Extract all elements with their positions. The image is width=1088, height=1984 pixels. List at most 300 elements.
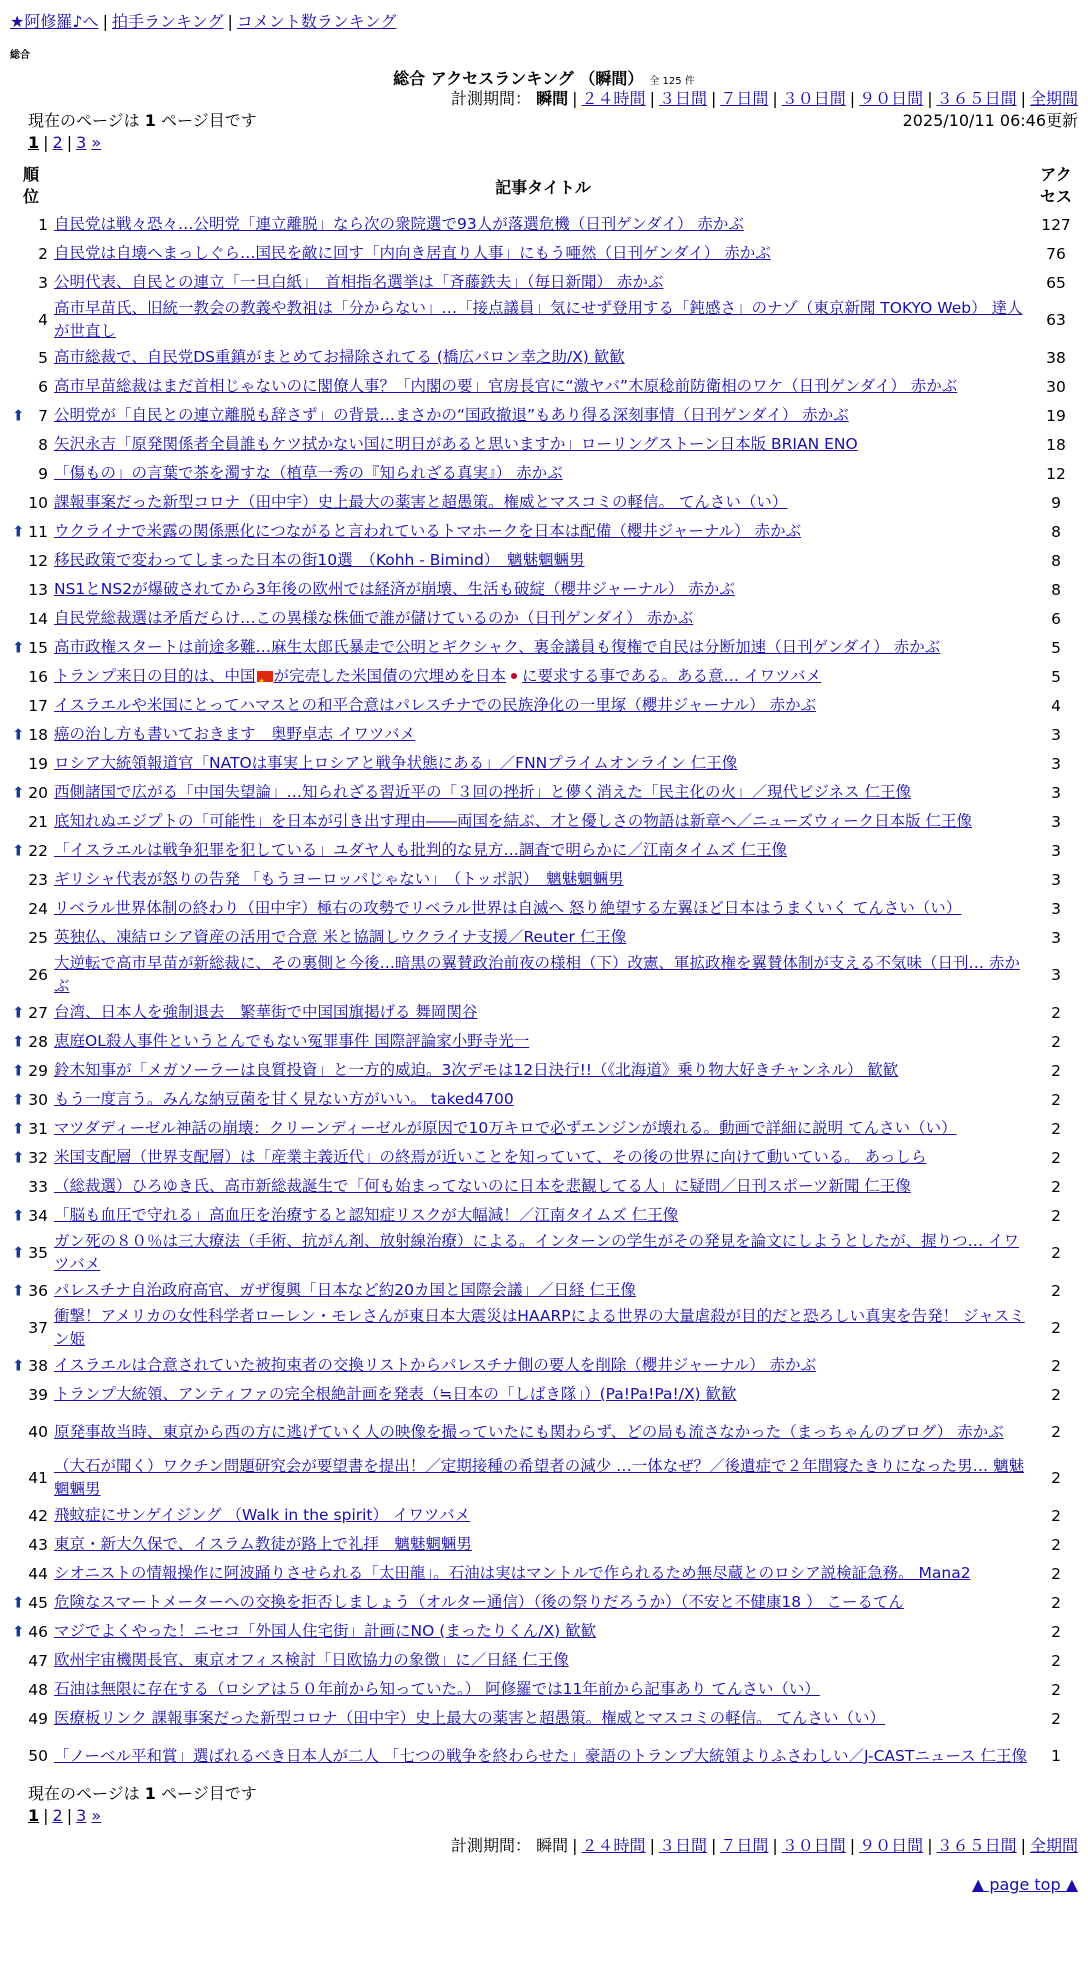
- rank-number: 14: [28, 609, 48, 628]
- pager: 1 | 2 | 3 »: [28, 133, 102, 152]
- table-row: [10, 1501, 1078, 1530]
- article-link[interactable]: 高市総裁で、自民党DS重鎮がまとめてお掃除されてる (橋広バロン幸之助/X) 歓歓: [54, 348, 625, 366]
- period-bottom-option-1[interactable]: ３日間: [658, 1836, 707, 1855]
- rank-number: 36: [28, 1281, 48, 1300]
- access-count: 2: [1051, 1622, 1061, 1641]
- pager-bottom-page-3[interactable]: 3: [76, 1806, 87, 1825]
- rank-number: 23: [28, 870, 48, 889]
- article-link[interactable]: （総裁選）ひろゆき氏、高市新総裁誕生で「何も始まってないのに日本を悲観してる人」に疑問／日刊スポーツ新聞 仁王像: [54, 1177, 911, 1195]
- rank-cell: [10, 749, 52, 778]
- table-row: [10, 268, 1078, 297]
- table-row: [10, 749, 1078, 778]
- article-link[interactable]: 高市早苗氏、旧統一教会の教義や教祖は「分からない」…「接点議員」気にせず登用する「鈍感さ」のナゾ（東京新聞 TOKYO Web） 達人が世直し: [54, 299, 1023, 340]
- access-count: 127: [1041, 215, 1071, 234]
- article-link[interactable]: 移民政策で変わってしまった日本の街10選 （Kohh - Bimind） 魑魅魍魎男: [54, 551, 585, 569]
- rank-up-arrow-icon: ⬆: [12, 1090, 25, 1109]
- title-cell: [52, 1559, 1034, 1588]
- rank-number: 18: [28, 725, 48, 744]
- rank-number: 26: [28, 966, 48, 984]
- rank-cell: [10, 1027, 52, 1056]
- rank-up-arrow-icon: ⬆: [12, 1032, 25, 1051]
- rank-number: 7: [38, 406, 48, 425]
- article-link[interactable]: 自民党は戦々恐々…公明党「連立離脱」なら次の衆院選で93人が落選危機（日刊ゲンダイ） 赤かぶ: [54, 215, 744, 233]
- table-row: [10, 633, 1078, 662]
- rank-up-arrow-icon: ⬆: [12, 638, 25, 657]
- table-row: [10, 952, 1078, 998]
- article-link[interactable]: イスラエルは合意されていた被拘束者の交換リストからパレスチナ側の要人を削除（櫻井ジャーナル） 赤かぶ: [54, 1356, 817, 1374]
- pager-page-2[interactable]: 2: [52, 133, 63, 152]
- rank-cell: [10, 1501, 52, 1530]
- article-link[interactable]: 底知れぬエジプトの「可能性」を日本が引き出す理由――両国を結ぶ、才と優しさの物語は新章へ／ニューズウィーク日本版 仁王像: [54, 812, 973, 830]
- table-row: [10, 546, 1078, 575]
- rank-cell: [10, 1646, 52, 1675]
- rank-cell: [10, 1617, 52, 1646]
- rank-number: 25: [28, 928, 48, 947]
- pager-bottom: 1 | 2 | 3 »: [28, 1806, 102, 1825]
- rank-cell: [10, 1733, 52, 1779]
- table-row: [10, 807, 1078, 836]
- rank-cell: [10, 633, 52, 662]
- table-row: [10, 1617, 1078, 1646]
- article-link[interactable]: トランプ大統領、アンティファの完全根絶計画を発表（≒日本の「しばき隊」）(Pa!Pa!Pa!/X) 歓歓: [54, 1385, 737, 1403]
- article-link[interactable]: マツダディーゼル神話の崩壊：クリーンディーゼルが原因で10万キロで必ずエンジンが壊れる。動画で詳細に説明 てんさい（い）: [54, 1119, 957, 1137]
- page-title-text: 総合 アクセスランキング （瞬間）: [393, 69, 644, 88]
- rank-cell: [10, 1559, 52, 1588]
- article-link[interactable]: 公明党が「自民との連立離脱も辞さず」の背景…まさかの“国政撤退”もあり得る深刻事情（日刊ゲンダイ） 赤かぶ: [54, 406, 849, 424]
- rank-cell: [10, 488, 52, 517]
- rank-number: 28: [28, 1032, 48, 1051]
- title-cell: [52, 691, 1034, 720]
- table-row: [10, 662, 1078, 691]
- title-cell: [52, 1530, 1034, 1559]
- title-cell: [52, 807, 1034, 836]
- access-count: 3: [1051, 812, 1061, 831]
- rank-number: 50: [28, 1747, 48, 1765]
- rank-up-arrow-icon: ⬆: [12, 1281, 25, 1300]
- period-bottom-option-2[interactable]: ７日間: [720, 1836, 769, 1855]
- rank-number: 41: [28, 1469, 48, 1487]
- title-cell: [52, 1172, 1034, 1201]
- rank-cell: [10, 720, 52, 749]
- access-count: 1: [1051, 1747, 1061, 1765]
- rank-up-arrow-icon: ⬆: [12, 1622, 25, 1641]
- access-count: 2: [1051, 1177, 1061, 1196]
- article-link[interactable]: 欧州宇宙機関長官、東京オフィス検討「日欧協力の象徴」に／日経 仁王像: [54, 1651, 569, 1669]
- rank-number: 12: [28, 551, 48, 570]
- article-link[interactable]: 大逆転で高市早苗が新総裁に、その裏側と今後…暗黒の翼賛政治前夜の様相（下）改憲、軍拡政権を翼賛体制が支える不気味（日刊… 赤かぶ: [54, 954, 1020, 995]
- page-top-row: [10, 1875, 1078, 1894]
- table-row: [10, 1056, 1078, 1085]
- category-label: 総合: [10, 50, 30, 61]
- ranking-table: [10, 162, 1078, 1779]
- rank-number: 42: [28, 1506, 48, 1525]
- table-row: [10, 778, 1078, 807]
- article-link[interactable]: 公明代表、自民との連立「一旦白紙」 首相指名選挙は「斉藤鉄夫」（毎日新聞） 赤かぶ: [54, 273, 664, 291]
- title-cell: [52, 1617, 1034, 1646]
- rank-cell: [10, 1704, 52, 1733]
- access-count: 2: [1051, 1319, 1061, 1337]
- page-info-row: [10, 110, 1078, 132]
- rank-up-arrow-icon: ⬆: [12, 1206, 25, 1225]
- title-cell: [52, 1501, 1034, 1530]
- rank-cell: [10, 1276, 52, 1305]
- rank-cell: [10, 1201, 52, 1230]
- article-link[interactable]: 「傷もの」の言葉で茶を濁すな（植草一秀の『知られざる真実』） 赤かぶ: [54, 464, 563, 482]
- access-count: 8: [1051, 551, 1061, 570]
- rank-number: 31: [28, 1119, 48, 1138]
- table-row: [10, 1114, 1078, 1143]
- rank-number: 17: [28, 696, 48, 715]
- table-row: [10, 430, 1078, 459]
- title-cell: [52, 1380, 1034, 1409]
- rank-cell: [10, 546, 52, 575]
- table-row: [10, 1530, 1078, 1559]
- access-count: 2: [1051, 1244, 1061, 1262]
- table-row: [10, 401, 1078, 430]
- article-link[interactable]: 衝撃！アメリカの女性科学者ローレン・モレさんが東日本大震災はHAARPによる世界の大量虐殺が目的だと恐ろしい真実を告発！ ジャスミン姫: [54, 1307, 1025, 1348]
- title-cell: [52, 1276, 1034, 1305]
- table-row: [10, 1276, 1078, 1305]
- rank-number: 13: [28, 580, 48, 599]
- header-title: 記事タイトル: [495, 177, 591, 197]
- table-row: [10, 1733, 1078, 1779]
- pager-current: 1: [28, 133, 40, 152]
- title-cell: [52, 633, 1034, 662]
- table-row: [10, 894, 1078, 923]
- page-info: 現在のページは 1 ページ目です: [28, 111, 257, 130]
- title-cell: [52, 604, 1034, 633]
- rank-cell: [10, 1351, 52, 1380]
- rank-up-arrow-icon: ⬆: [12, 783, 25, 802]
- table-row: [10, 343, 1078, 372]
- rank-number: 37: [28, 1319, 48, 1337]
- rank-cell: [10, 1588, 52, 1617]
- table-row: [10, 1172, 1078, 1201]
- pager-page-3[interactable]: 3: [76, 133, 87, 152]
- rank-cell: [10, 372, 52, 401]
- rank-cell: [10, 1056, 52, 1085]
- rank-cell: [10, 604, 52, 633]
- access-count: 3: [1051, 754, 1061, 773]
- table-row: [10, 604, 1078, 633]
- period-bottom-option-5[interactable]: ３６５日間: [936, 1836, 1017, 1855]
- article-link[interactable]: 矢沢永吉「原発関係者全員誰もケツ拭かない国に明日があると思いますか」ローリングストーン日本版 BRIAN ENO: [54, 435, 858, 453]
- rank-number: 38: [28, 1356, 48, 1375]
- rank-number: 47: [28, 1651, 48, 1670]
- article-link[interactable]: 「脳も血圧で守れる」高血圧を治療すると認知症リスクが大幅減！／江南タイムズ 仁王像: [54, 1206, 679, 1224]
- access-count: 3: [1051, 899, 1061, 918]
- period-bottom-label: 計測期間：: [451, 1836, 537, 1855]
- rank-cell: [10, 1675, 52, 1704]
- title-cell: [52, 952, 1034, 998]
- rank-number: 5: [38, 348, 48, 367]
- rank-up-arrow-icon: ⬆: [12, 725, 25, 744]
- rank-cell: [10, 575, 52, 604]
- rank-number: 1: [38, 215, 48, 234]
- title-cell: [52, 1305, 1034, 1351]
- access-count: 2: [1051, 1206, 1061, 1225]
- period-bottom-option-3[interactable]: ３０日間: [781, 1836, 846, 1855]
- rank-number: 11: [28, 522, 48, 541]
- access-count: 2: [1051, 1680, 1061, 1699]
- article-link[interactable]: ガン死の８０％は三大療法（手術、抗がん剤、放射線治療）による。インターンの学生がその発見を論文にしようとしたが、握りつ… イワツバメ: [54, 1232, 1020, 1273]
- access-count: 8: [1051, 522, 1061, 541]
- table-row: [10, 1409, 1078, 1455]
- period-option-2[interactable]: ７日間: [720, 89, 769, 108]
- rank-number: 40: [28, 1423, 48, 1441]
- rank-up-arrow-icon: ⬆: [12, 522, 25, 541]
- page-top-link[interactable]: ▲ page top ▲: [971, 1875, 1078, 1894]
- rank-number: 39: [28, 1385, 48, 1404]
- article-link[interactable]: シオニストの情報操作に阿波踊りさせられる「太田龍」。石油は実はマントルで作られるため無尽蔵とのロシア説検証急務。 Mana2: [54, 1564, 971, 1582]
- period-option-4[interactable]: ９０日間: [859, 89, 924, 108]
- rank-number: 48: [28, 1680, 48, 1699]
- rank-cell: [10, 778, 52, 807]
- rank-cell: [10, 691, 52, 720]
- rank-cell: [10, 1172, 52, 1201]
- rank-cell: [10, 923, 52, 952]
- article-link[interactable]: 癌の治し方も書いておきます 奥野卓志 イワツバメ: [54, 725, 416, 743]
- table-row: [10, 1305, 1078, 1351]
- title-cell: [52, 1675, 1034, 1704]
- title-cell: [52, 1455, 1034, 1501]
- title-cell: [52, 1143, 1034, 1172]
- article-link[interactable]: 東京・新大久保で、イスラム教徒が路上で礼拝 魑魅魍魎男: [54, 1535, 472, 1553]
- rank-cell: [10, 1530, 52, 1559]
- table-row: [10, 720, 1078, 749]
- rank-number: 10: [28, 493, 48, 512]
- period-bottom-option-0[interactable]: ２４時間: [581, 1836, 646, 1855]
- access-count: 12: [1046, 464, 1066, 483]
- article-link[interactable]: 英独仏、凍結ロシア資産の活用で合意 米と協調しウクライナ支援／Reuter 仁王像: [54, 928, 627, 946]
- access-count: 5: [1051, 638, 1061, 657]
- article-link[interactable]: 恵庭OL殺人事件というとんでもない冤罪事件 国際評論家小野寺光一: [54, 1032, 530, 1050]
- table-row: [10, 1588, 1078, 1617]
- table-row: [10, 297, 1078, 343]
- access-count: 76: [1046, 244, 1066, 263]
- period-option-0[interactable]: ２４時間: [581, 89, 646, 108]
- rank-up-arrow-icon: ⬆: [12, 1593, 25, 1612]
- rank-cell: [10, 1455, 52, 1501]
- title-cell: [52, 297, 1034, 343]
- article-link[interactable]: 石油は無限に存在する（ロシアは５０年前から知っていた。） 阿修羅では11年前から記事あり てんさい（い）: [54, 1680, 820, 1698]
- title-cell: [52, 1704, 1034, 1733]
- article-link[interactable]: 「ノーベル平和賞」選ばれるべき日本人が二人 「七つの戦争を終わらせた」豪語のトランプ大統領よりふさわしい／J-CASTニュース 仁王像: [54, 1746, 1027, 1765]
- access-count: 3: [1051, 841, 1061, 860]
- title-cell: [52, 1646, 1034, 1675]
- period-bottom-option-6[interactable]: 全期間: [1029, 1836, 1078, 1855]
- access-count: 2: [1051, 1423, 1061, 1441]
- pager-bottom-current: 1: [28, 1806, 40, 1825]
- rank-cell: [10, 662, 52, 691]
- article-link[interactable]: パレスチナ自治政府高官、ガザ復興「日本など約20カ国と国際会議」／日経 仁王像: [54, 1281, 636, 1299]
- access-count: 65: [1046, 273, 1066, 292]
- rank-number: 34: [28, 1206, 48, 1225]
- table-row: [10, 1230, 1078, 1276]
- rank-number: 16: [28, 667, 48, 686]
- rank-cell: [10, 1143, 52, 1172]
- rank-number: 43: [28, 1535, 48, 1554]
- article-link[interactable]: ウクライナで米露の関係悪化につながると言われているトマホークを日本は配備（櫻井ジャーナル） 赤かぶ: [54, 522, 802, 540]
- access-count: 2: [1051, 1061, 1061, 1080]
- period-selector-bottom: 計測期間： 瞬間 | ２４時間 | ３日間 | ７日間 | ３０日間 | ９０日間 | ３６５日間 | 全期間: [451, 1836, 1078, 1855]
- rank-cell: [10, 1305, 52, 1351]
- title-cell: [52, 343, 1034, 372]
- title-cell: [52, 1027, 1034, 1056]
- rank-cell: [10, 998, 52, 1027]
- table-row: [10, 1143, 1078, 1172]
- rank-cell: [10, 1409, 52, 1455]
- rank-number: 9: [38, 464, 48, 483]
- access-count: 2: [1051, 1119, 1061, 1138]
- table-row: [10, 1646, 1078, 1675]
- article-link[interactable]: もう一度言う。みんな納豆菌を甘く見ない方がいい。 taked4700: [54, 1090, 514, 1108]
- title-cell: [52, 662, 1034, 691]
- access-count: 3: [1051, 870, 1061, 889]
- pager-next[interactable]: »: [91, 133, 102, 152]
- clap-ranking-link[interactable]: 拍手ランキング: [111, 12, 224, 31]
- article-link[interactable]: イスラエルや米国にとってハマスとの和平合意はパレスチナでの民族浄化の一里塚（櫻井ジャーナル） 赤かぶ: [54, 696, 817, 714]
- table-row: [10, 1675, 1078, 1704]
- rank-cell: [10, 210, 52, 239]
- rank-cell: [10, 1085, 52, 1114]
- article-link[interactable]: NS1とNS2が爆破されてから3年後の欧州では経済が崩壊、生活も破綻（櫻井ジャーナル） 赤かぶ: [54, 580, 735, 598]
- table-row: [10, 1704, 1078, 1733]
- comment-ranking-link[interactable]: コメント数ランキング: [236, 12, 397, 31]
- rank-number: 21: [28, 812, 48, 831]
- article-link[interactable]: リベラル世界体制の終わり（田中宇）極右の攻勢でリベラル世界は自滅へ 怒り絶望する左翼ほど日本はうまくいく てんさい（い）: [54, 899, 962, 917]
- access-count: 4: [1051, 696, 1061, 715]
- title-cell: [52, 836, 1034, 865]
- access-count: 3: [1051, 783, 1061, 802]
- rank-number: 20: [28, 783, 48, 802]
- access-count: 2: [1051, 1709, 1061, 1728]
- home-link[interactable]: ★阿修羅♪へ: [10, 12, 99, 31]
- article-link[interactable]: 原発事故当時、東京から西の方に逃げていく人の映像を撮っていたにも関わらず、どの局も流さなかった（まっちゃんのブログ） 赤かぶ: [54, 1422, 1004, 1441]
- period-current: 瞬間: [536, 89, 569, 108]
- article-link[interactable]: ロシア大統領報道官「NATOは事実上ロシアと戦争状態にある」／FNNプライムオンライン 仁王像: [54, 754, 738, 772]
- rank-up-arrow-icon: ⬆: [12, 1356, 25, 1375]
- rank-cell: [10, 430, 52, 459]
- title-cell: [52, 998, 1034, 1027]
- page-info-bottom: 現在のページは 1 ページ目です: [28, 1784, 257, 1803]
- article-link[interactable]: 医療板リンク 課報事案だった新型コロナ（田中宇）史上最大の薬害と超愚策。権威とマスコミの軽信。 てんさい（い）: [54, 1709, 886, 1727]
- access-count: 18: [1046, 435, 1066, 454]
- table-row: [10, 372, 1078, 401]
- rank-number: 35: [28, 1244, 48, 1262]
- access-count: 9: [1051, 493, 1061, 512]
- access-count: 3: [1051, 725, 1061, 744]
- period-bottom-option-4[interactable]: ９０日間: [859, 1836, 924, 1855]
- article-link[interactable]: マジでよくやった！ニセコ「外国人住宅街」計画にNO (まったりくん/X) 歓歓: [54, 1622, 597, 1640]
- period-selector: 計測期間： 瞬間 | ２４時間 | ３日間 | ７日間 | ３０日間 | ９０日間 | ３６５日間 | 全期間: [451, 89, 1078, 108]
- header-rank: 順 位: [22, 165, 39, 206]
- article-link[interactable]: 高市早苗総裁はまだ首相じゃないのに閣僚人事？「内閣の要」官房長官に“激ヤバ”木原稔前防衛相のワケ（日刊ゲンダイ） 赤かぶ: [54, 377, 958, 395]
- article-link[interactable]: 西側諸国で広がる「中国失望論」…知られざる習近平の「３回の挫折」と儚く消えた「民主化の火」／現代ビジネス 仁王像: [54, 783, 911, 801]
- article-link[interactable]: ギリシャ代表が怒りの告発 「もうヨーロッパじゃない」 （トッポ訳） 魑魅魍魎男: [54, 870, 624, 888]
- table-row: [10, 488, 1078, 517]
- table-row: [10, 1351, 1078, 1380]
- rank-number: 30: [28, 1090, 48, 1109]
- article-link[interactable]: 危険なスマートメーターへの交換を拒否しましょう（オルター通信）（後の祭りだろうか）（不安と不健康18 ） こーるてん: [54, 1593, 904, 1611]
- article-link[interactable]: 飛蚊症にサンゲイジング （Walk in the spirit） イワツバメ: [54, 1506, 471, 1524]
- article-link[interactable]: 米国支配層（世界支配層）は「産業主義近代」の終焉が近いことを知っていて、その後の世界に向けて動いている。 あっしら: [54, 1148, 927, 1166]
- title-cell: [52, 894, 1034, 923]
- title-cell: [52, 1056, 1034, 1085]
- title-cell: [52, 401, 1034, 430]
- title-cell: [52, 923, 1034, 952]
- rank-up-arrow-icon: ⬆: [12, 1148, 25, 1167]
- rank-number: 15: [28, 638, 48, 657]
- rank-number: 33: [28, 1177, 48, 1196]
- pager-bottom-next[interactable]: »: [91, 1806, 102, 1825]
- pager-bottom-page-2[interactable]: 2: [52, 1806, 63, 1825]
- access-count: 2: [1051, 1032, 1061, 1051]
- article-link[interactable]: 自民党は自壊へまっしぐら…国民を敵に回す「内向き居直り人事」にもう唖然（日刊ゲンダイ） 赤かぶ: [54, 244, 771, 262]
- title-cell: [52, 1409, 1034, 1455]
- article-link[interactable]: 台湾、日本人を強制退去 繁華街で中国国旗掲げる 舞岡関谷: [54, 1003, 478, 1021]
- period-bottom-current: 瞬間: [536, 1836, 569, 1855]
- table-row: [10, 998, 1078, 1027]
- rank-up-arrow-icon: ⬆: [12, 406, 25, 425]
- table-row: [10, 1085, 1078, 1114]
- title-cell: [52, 488, 1034, 517]
- header-count: アク セス: [1039, 165, 1072, 206]
- article-link[interactable]: （大石が聞く）ワクチン問題研究会が要望書を提出！／定期接種の希望者の減少 …一体なぜ？／後遺症で２年間寝たきりになった男… 魑魅魍魎男: [54, 1457, 1025, 1498]
- rank-up-arrow-icon: ⬆: [12, 1243, 25, 1262]
- rank-cell: [10, 343, 52, 372]
- rank-cell: [10, 807, 52, 836]
- rank-number: 44: [28, 1564, 48, 1583]
- title-cell: [52, 1114, 1034, 1143]
- rank-number: 45: [28, 1593, 48, 1612]
- title-cell: [52, 1085, 1034, 1114]
- article-link[interactable]: 課報事案だった新型コロナ（田中宇）史上最大の薬害と超愚策。権威とマスコミの軽信。 てんさい（い）: [54, 493, 788, 511]
- table-row: [10, 1201, 1078, 1230]
- table-header: [10, 162, 1078, 210]
- period-option-6[interactable]: 全期間: [1029, 89, 1078, 108]
- table-row: [10, 575, 1078, 604]
- table-row: [10, 459, 1078, 488]
- rank-number: 49: [28, 1709, 48, 1728]
- access-count: 2: [1051, 1003, 1061, 1022]
- rank-cell: [10, 517, 52, 546]
- access-count: 5: [1051, 667, 1061, 686]
- period-option-1[interactable]: ３日間: [658, 89, 707, 108]
- title-cell: [52, 1588, 1034, 1617]
- article-link[interactable]: 鈴木知事が「メガソーラーは良質投資」と一方的威迫。3次デモは12日決行!!（《北海道》乗り物大好きチャンネル） 歓歓: [54, 1061, 899, 1079]
- title-cell: [52, 546, 1034, 575]
- article-link[interactable]: 高市政権スタートは前途多難…麻生太郎氏暴走で公明とギクシャク、裏金議員も復権で自民は分断加速（日刊ゲンダイ） 赤かぶ: [54, 638, 941, 656]
- rank-up-arrow-icon: ⬆: [12, 1003, 25, 1022]
- rank-cell: [10, 1380, 52, 1409]
- access-count: 38: [1046, 348, 1066, 367]
- article-link[interactable]: トランプ来日の目的は、中国★ が完売した米国債の穴埋めを日本 に要求する事である。ある意… イワツバメ: [54, 667, 821, 685]
- period-option-3[interactable]: ３０日間: [781, 89, 846, 108]
- title-cell: [52, 1351, 1034, 1380]
- table-row: [10, 836, 1078, 865]
- title-cell: [52, 778, 1034, 807]
- top-nav: ★阿修羅♪へ | 拍手ランキング | コメント数ランキング: [10, 12, 397, 31]
- access-count: 63: [1046, 311, 1066, 329]
- article-link[interactable]: 「イスラエルは戦争犯罪を犯している」ユダヤ人も批判的な見方…調査で明らかに／江南タイムズ 仁王像: [54, 841, 787, 859]
- rank-cell: [10, 836, 52, 865]
- title-cell: [52, 517, 1034, 546]
- period-option-5[interactable]: ３６５日間: [936, 89, 1017, 108]
- article-link[interactable]: 自民党総裁選は矛盾だらけ…この異様な株価で誰が儲けているのか（日刊ゲンダイ） 赤かぶ: [54, 609, 694, 627]
- title-cell: [52, 239, 1034, 268]
- title-cell: [52, 372, 1034, 401]
